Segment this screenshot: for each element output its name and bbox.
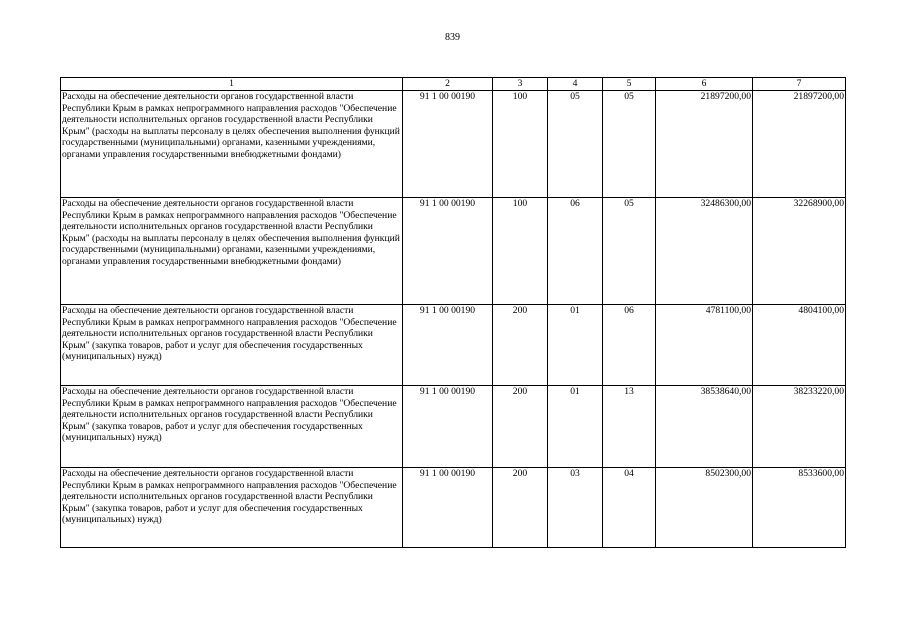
row-target-code: 91 1 00 00190 bbox=[403, 91, 493, 198]
row-description: Расходы на обеспечение деятельности органов государственной власти Республики Крым в рамках непрограммного направления расходов "Обеспечение деятельности исполнительных органов государственной власти Республики Крым" (расходы на выплаты персоналу в целях обеспечения выполнения функций государственными (муниципальными) органами, казенными учреждениями, органами управления государственными внебюджетными фондами) bbox=[61, 198, 403, 305]
table-row bbox=[61, 468, 846, 548]
row-description: Расходы на обеспечение деятельности органов государственной власти Республики Крым в рамках непрограммного направления расходов "Обеспечение деятельности исполнительных органов государственной власти Республики Крым" (закупка товаров, работ и услуг для обеспечения государственных (муниципальных) нужд) bbox=[61, 386, 403, 468]
row-target-code: 91 1 00 00190 bbox=[403, 305, 493, 386]
page-number: 839 bbox=[445, 32, 460, 43]
column-header-2: 2 bbox=[403, 78, 493, 91]
table-row bbox=[61, 198, 846, 305]
row-subsection: 06 bbox=[603, 305, 656, 386]
row-target-code: 91 1 00 00190 bbox=[403, 386, 493, 468]
row-subsection: 05 bbox=[603, 198, 656, 305]
row-subsection: 13 bbox=[603, 386, 656, 468]
column-header-5: 5 bbox=[603, 78, 656, 91]
row-description: Расходы на обеспечение деятельности органов государственной власти Республики Крым в рамках непрограммного направления расходов "Обеспечение деятельности исполнительных органов государственной власти Республики Крым" (закупка товаров, работ и услуг для обеспечения государственных (муниципальных) нужд) bbox=[61, 305, 403, 386]
row-expense-type: 200 bbox=[493, 468, 548, 548]
row-amount-col7: 8533600,00 bbox=[753, 468, 846, 548]
row-target-code: 91 1 00 00190 bbox=[403, 468, 493, 548]
row-section: 01 bbox=[548, 386, 603, 468]
row-section: 05 bbox=[548, 91, 603, 198]
column-header-3: 3 bbox=[493, 78, 548, 91]
row-amount-col6: 8502300,00 bbox=[656, 468, 753, 548]
row-amount-col7: 32268900,00 bbox=[753, 198, 846, 305]
row-expense-type: 200 bbox=[493, 305, 548, 386]
column-header-7: 7 bbox=[753, 78, 846, 91]
budget-table bbox=[60, 77, 846, 548]
row-section: 01 bbox=[548, 305, 603, 386]
row-expense-type: 100 bbox=[493, 198, 548, 305]
row-section: 03 bbox=[548, 468, 603, 548]
table-row bbox=[61, 91, 846, 198]
row-section: 06 bbox=[548, 198, 603, 305]
row-amount-col6: 32486300,00 bbox=[656, 198, 753, 305]
row-target-code: 91 1 00 00190 bbox=[403, 198, 493, 305]
row-amount-col7: 38233220,00 bbox=[753, 386, 846, 468]
row-description: Расходы на обеспечение деятельности органов государственной власти Республики Крым в рамках непрограммного направления расходов "Обеспечение деятельности исполнительных органов государственной власти Республики Крым" (расходы на выплаты персоналу в целях обеспечения выполнения функций государственными (муниципальными) органами, казенными учреждениями, органами управления государственными внебюджетными фондами) bbox=[61, 91, 403, 198]
row-amount-col6: 4781100,00 bbox=[656, 305, 753, 386]
table-row bbox=[61, 386, 846, 468]
column-header-4: 4 bbox=[548, 78, 603, 91]
table-row bbox=[61, 305, 846, 386]
column-header-6: 6 bbox=[656, 78, 753, 91]
row-amount-col7: 21897200,00 bbox=[753, 91, 846, 198]
column-header-1: 1 bbox=[61, 78, 403, 91]
row-expense-type: 100 bbox=[493, 91, 548, 198]
row-subsection: 05 bbox=[603, 91, 656, 198]
header-row bbox=[61, 78, 846, 91]
row-description: Расходы на обеспечение деятельности органов государственной власти Республики Крым в рамках непрограммного направления расходов "Обеспечение деятельности исполнительных органов государственной власти Республики Крым" (закупка товаров, работ и услуг для обеспечения государственных (муниципальных) нужд) bbox=[61, 468, 403, 548]
row-amount-col6: 38538640,00 bbox=[656, 386, 753, 468]
row-amount-col7: 4804100,00 bbox=[753, 305, 846, 386]
row-subsection: 04 bbox=[603, 468, 656, 548]
row-expense-type: 200 bbox=[493, 386, 548, 468]
row-amount-col6: 21897200,00 bbox=[656, 91, 753, 198]
